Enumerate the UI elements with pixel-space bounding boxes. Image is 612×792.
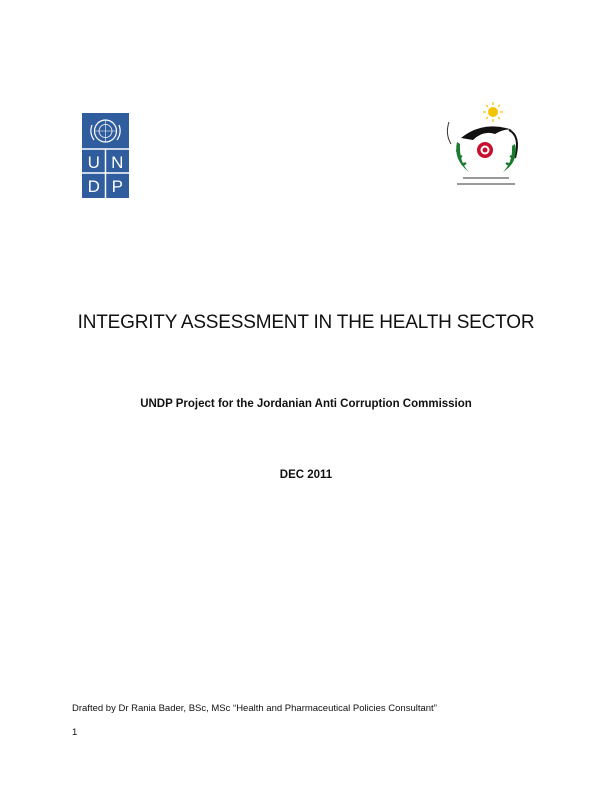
undp-letter-n: N bbox=[111, 153, 124, 172]
page-number: 1 bbox=[72, 727, 78, 738]
undp-letter-u: U bbox=[87, 153, 100, 172]
document-title: INTEGRITY ASSESSMENT IN THE HEALTH SECTOR bbox=[77, 312, 535, 333]
seal-icon bbox=[443, 100, 529, 190]
undp-logo-graphic bbox=[82, 113, 129, 198]
seal-side-text-icon bbox=[447, 122, 451, 144]
anti-corruption-commission-seal bbox=[443, 100, 529, 190]
document-subtitle: UNDP Project for the Jordanian Anti Corruption Commission bbox=[140, 398, 472, 410]
document-date: DEC 2011 bbox=[279, 469, 333, 481]
bird-icon bbox=[461, 126, 513, 140]
seal-caption-icon bbox=[457, 178, 515, 184]
undp-logo bbox=[82, 113, 129, 198]
undp-letter-p: P bbox=[111, 177, 123, 196]
sun-icon bbox=[483, 102, 503, 122]
undp-letter-d: D bbox=[87, 177, 100, 196]
drafted-by-line: Drafted by Dr Rania Bader, BSc, MSc “Health and Pharmaceutical Policies Consultant” bbox=[72, 703, 437, 714]
